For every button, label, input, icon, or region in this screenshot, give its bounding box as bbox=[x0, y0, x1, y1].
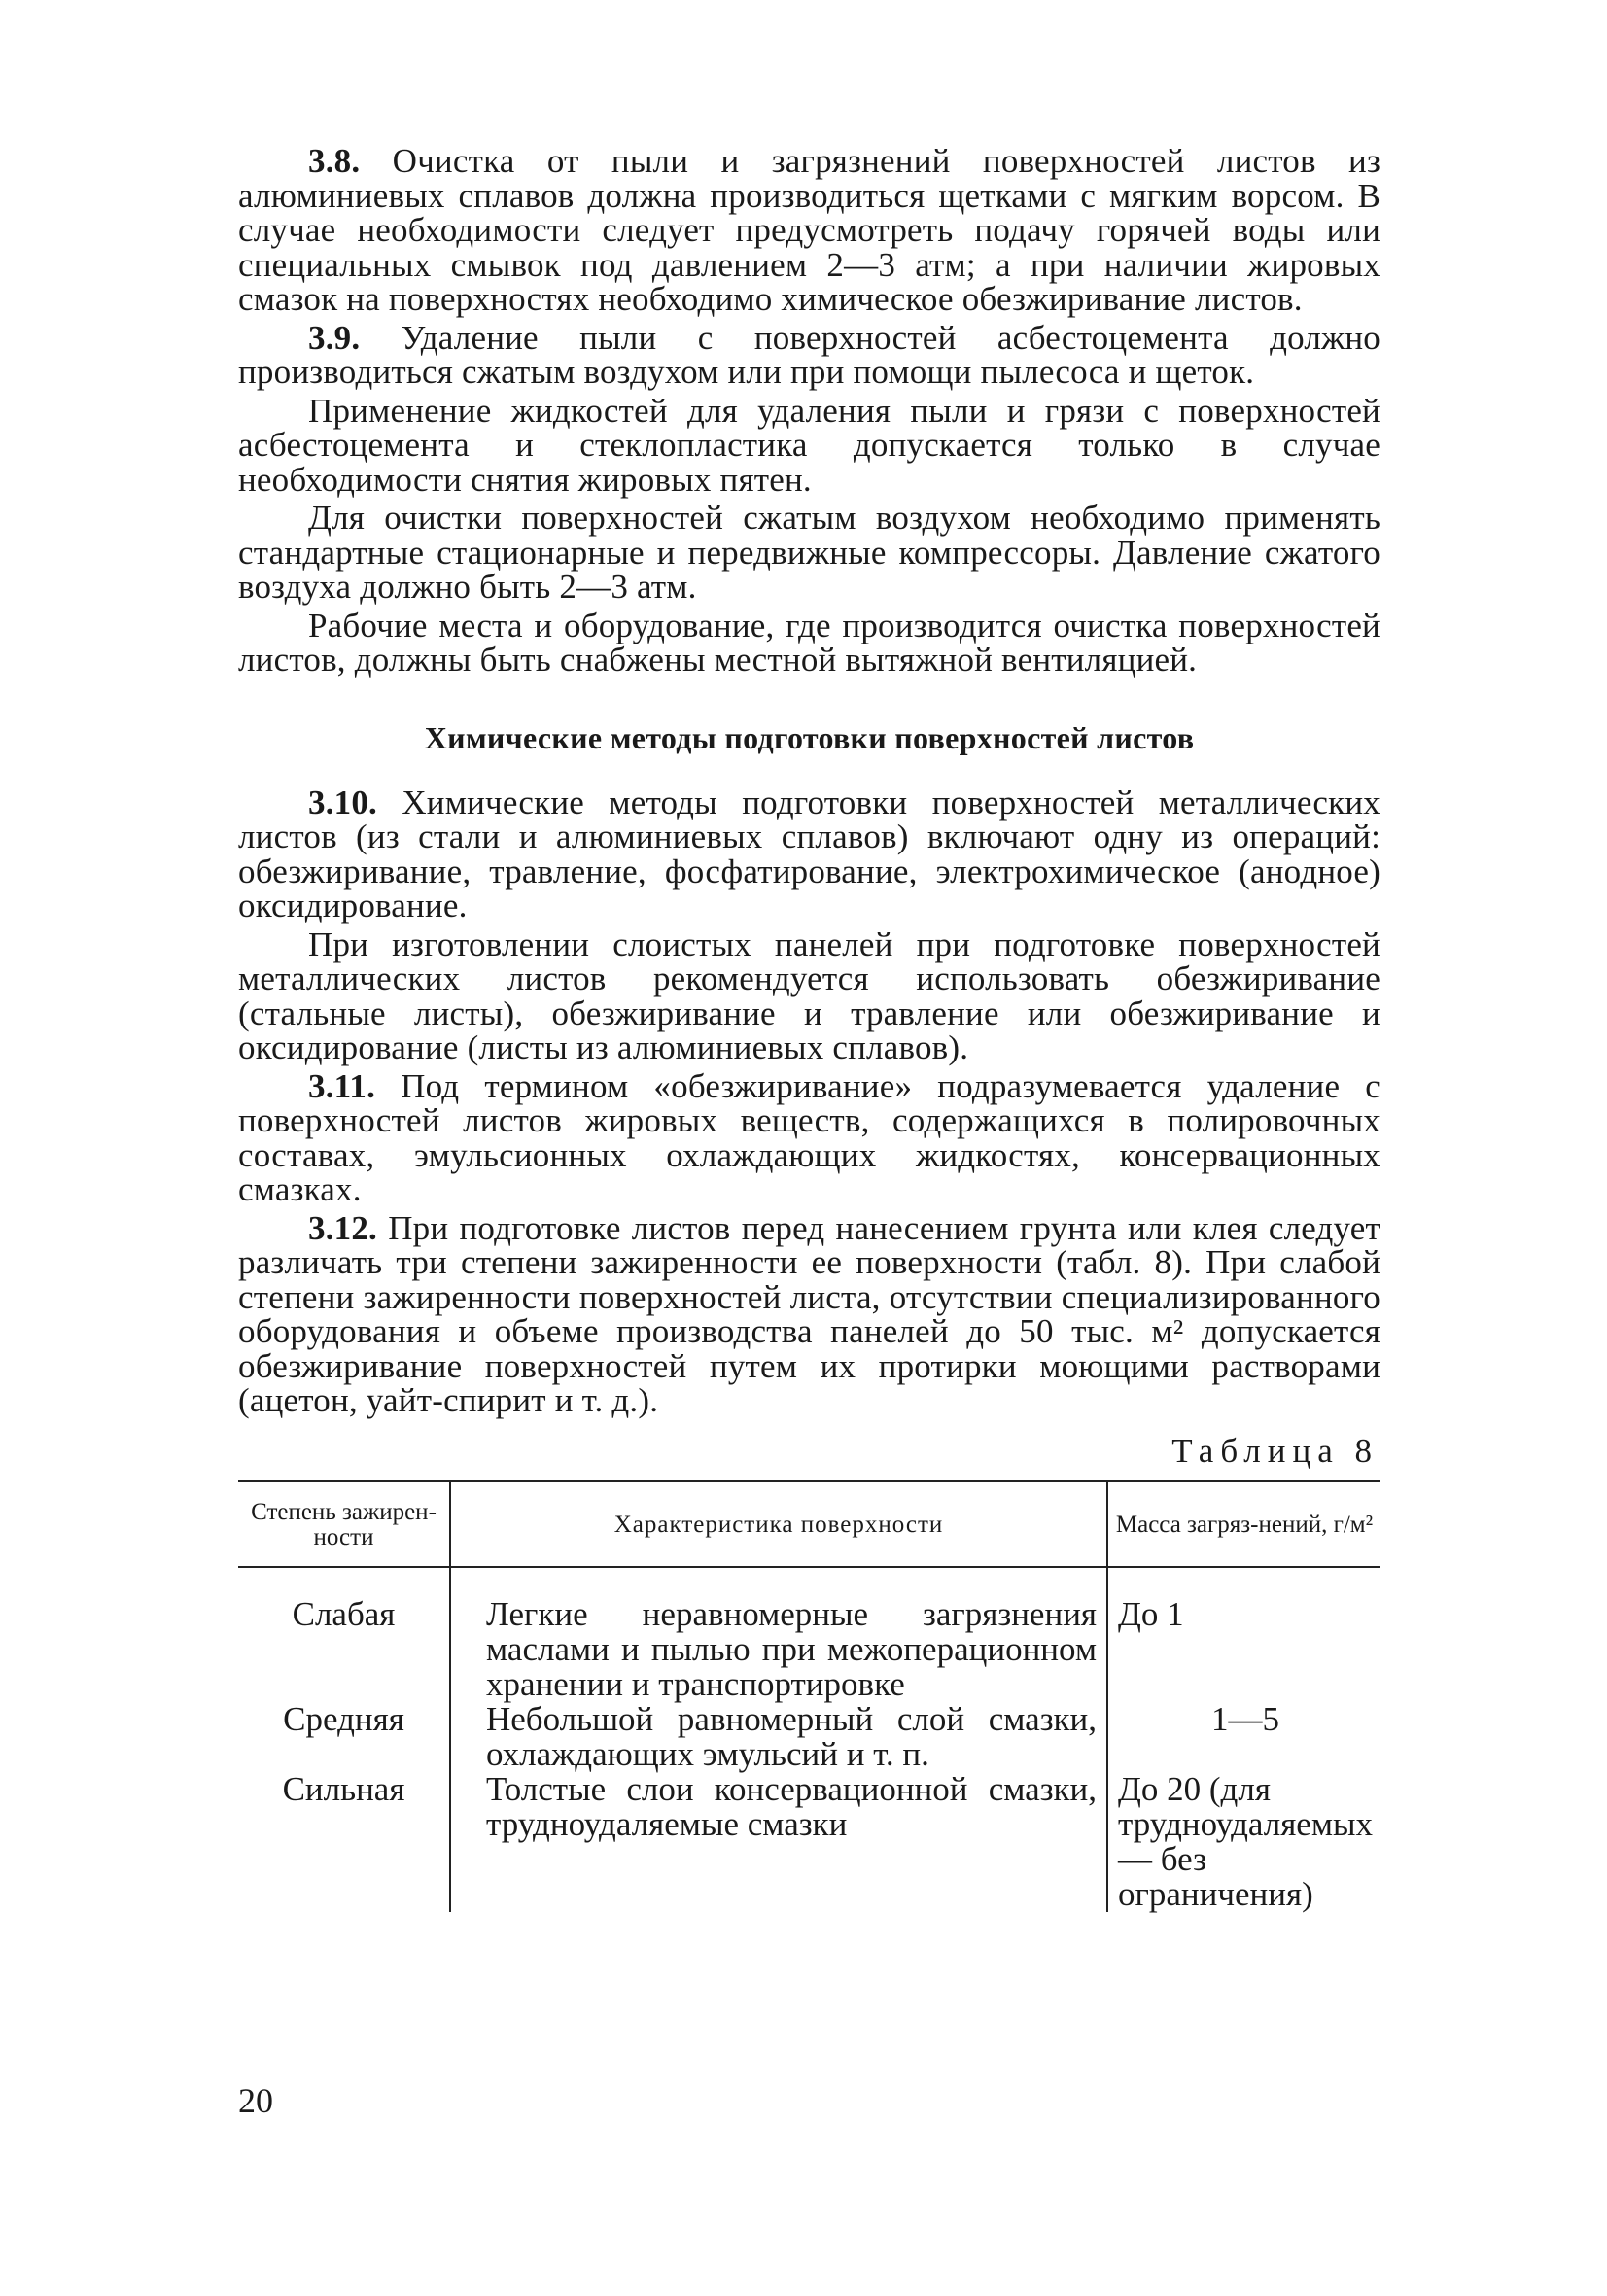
paragraph-text: Химические методы подготовки поверхностей металлических листов (из стали и алюминиевых сплавов) включают одну из операций: обезжиривание, травление, фосфатирование, электрохимическое (анодное) оксидирование. bbox=[238, 783, 1380, 924]
paragraph-3-11 bbox=[238, 1066, 1380, 1208]
paragraph-3-9 bbox=[238, 318, 1380, 391]
cell-mass: До 1 bbox=[1118, 1594, 1184, 1633]
table-row bbox=[238, 1702, 1380, 1772]
paragraph-text: Очистка от пыли и загрязнений поверхностей листов из алюминиевых сплавов должна производиться щетками с мягким ворсом. В случае необходимости следует предусмотреть подачу горячей воды или специальных смывок под давлением 2—3 атм; а при наличии жировых смазок на поверхностях необходимо химическое обезжиривание листов. bbox=[238, 142, 1380, 318]
paragraph-number: 3.12. bbox=[308, 1208, 377, 1247]
cell-degree: Сильная bbox=[282, 1769, 405, 1808]
table-row bbox=[238, 1772, 1380, 1912]
paragraph-text: Применение жидкостей для удаления пыли и грязи с поверхностей асбестоцемента и стеклопластика допускается только в случае необходимости снятия жировых пятен. bbox=[238, 391, 1380, 499]
table-spacer bbox=[238, 1567, 1380, 1597]
paragraph-3-12 bbox=[238, 1208, 1380, 1419]
text-block bbox=[238, 144, 1380, 1912]
paragraph-number: 3.8. bbox=[308, 142, 361, 180]
cell-mass: До 20 (для трудноудаляемых — без ограничения) bbox=[1118, 1769, 1374, 1913]
paragraph-text: Рабочие места и оборудование, где производится очистка поверхностей листов, должны быть снабжены местной вытяжной вентиляцией. bbox=[238, 606, 1380, 678]
header-mass: Масса загряз-нений, г/м² bbox=[1107, 1481, 1380, 1567]
paragraph-workplaces bbox=[238, 606, 1380, 678]
table-row bbox=[238, 1597, 1380, 1702]
paragraph-3-8 bbox=[238, 144, 1380, 317]
paragraph-number: 3.11. bbox=[308, 1066, 376, 1105]
paragraph-3-10 bbox=[238, 785, 1380, 923]
cell-characteristic: Толстые слои консервационной смазки, трудноудаляемые смазки bbox=[450, 1772, 1107, 1912]
page-number: 20 bbox=[238, 2081, 273, 2120]
paragraph-text: Для очистки поверхностей сжатым воздухом необходимо применять стандартные стационарные и передвижные компрессоры. Давление сжатого воздуха должно быть 2—3 атм. bbox=[238, 499, 1380, 606]
paragraph-compressed-air bbox=[238, 501, 1380, 605]
cell-characteristic: Легкие неравномерные загрязнения маслами и пылью при межоперационном хранении и транспортировке bbox=[450, 1597, 1107, 1702]
header-characteristic: Характеристика поверхности bbox=[450, 1481, 1107, 1567]
cell-degree: Средняя bbox=[283, 1699, 404, 1738]
paragraph-text: При подготовке листов перед нанесением грунта или клея следует различать три степени зажиренности ее поверхности (табл. 8). При слабой степени зажиренности поверхностей листа, отсутствии специализированного оборудования и объеме производства панелей до 50 тыс. м² допускается обезжиривание поверхностей путем их протирки моющими растворами (ацетон, уайт-спирит и т. д.). bbox=[238, 1208, 1380, 1419]
cell-characteristic: Небольшой равномерный слой смазки, охлаждающих эмульсий и т. п. bbox=[450, 1702, 1107, 1772]
table-caption: Таблица 8 bbox=[1171, 1431, 1379, 1470]
section-heading: Химические методы подготовки поверхностей листов bbox=[424, 719, 1195, 755]
paragraph-text: Под термином «обезжиривание» подразумевается удаление с поверхностей листов жировых веществ, содержащихся в полировочных составах, эмульсионных охлаждающих жидкостях, консервационных смазках. bbox=[238, 1066, 1380, 1208]
table-8 bbox=[238, 1480, 1380, 1912]
paragraph-number: 3.9. bbox=[308, 318, 361, 357]
paragraph-number: 3.10. bbox=[308, 783, 377, 821]
table-header-row bbox=[238, 1481, 1380, 1567]
cell-mass: 1—5 bbox=[1211, 1699, 1280, 1738]
cell-degree: Слабая bbox=[292, 1594, 396, 1633]
paragraph-liquids bbox=[238, 391, 1380, 499]
paragraph-text: Удаление пыли с поверхностей асбестоцемента должно производиться сжатым воздухом или при помощи пылесоса и щеток. bbox=[238, 318, 1380, 391]
paragraph-text: При изготовлении слоистых панелей при подготовке поверхностей металлических листов рекомендуется использовать обезжиривание (стальные листы), обезжиривание и травление или обезжиривание и оксидирование (листы из алюминиевых сплавов). bbox=[238, 924, 1380, 1066]
header-degree: Степень зажирен-ности bbox=[238, 1481, 450, 1567]
paragraph-layered-panels bbox=[238, 924, 1380, 1066]
